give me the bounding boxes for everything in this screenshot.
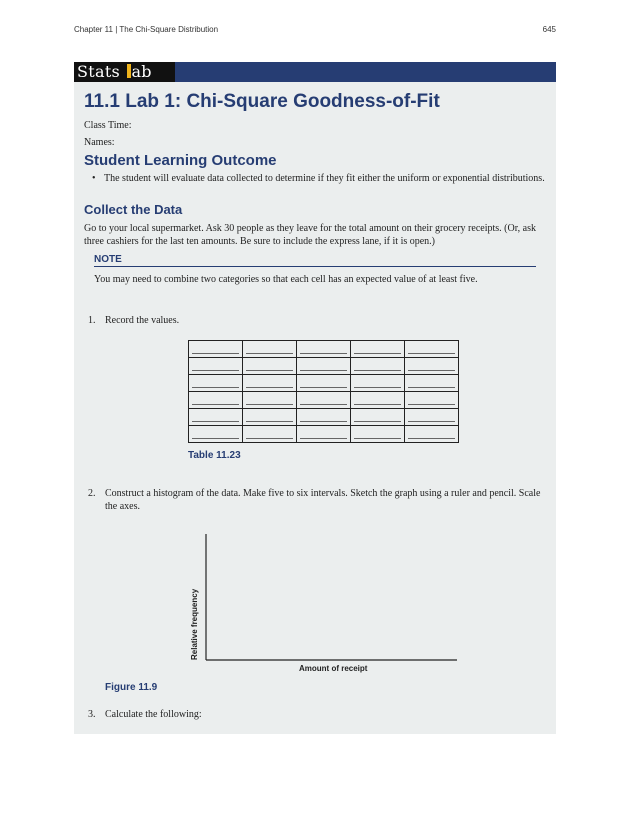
table-cell[interactable] bbox=[243, 375, 297, 392]
step-1 bbox=[88, 314, 179, 327]
histogram-axes bbox=[185, 530, 465, 665]
class-time-label: Class Time: bbox=[84, 120, 132, 131]
step-2 bbox=[88, 487, 550, 512]
table-cell[interactable] bbox=[189, 392, 243, 409]
step-number: 1. bbox=[88, 315, 96, 326]
table-row bbox=[189, 409, 459, 426]
step-text: Record the values. bbox=[105, 315, 180, 326]
table-row bbox=[189, 358, 459, 375]
table-cell[interactable] bbox=[189, 409, 243, 426]
collect-heading: Collect the Data bbox=[84, 202, 183, 217]
table-cell[interactable] bbox=[405, 409, 459, 426]
table-cell[interactable] bbox=[351, 358, 405, 375]
step-text: Calculate the following: bbox=[105, 709, 202, 720]
table-cell[interactable] bbox=[243, 358, 297, 375]
table-cell[interactable] bbox=[243, 341, 297, 358]
record-values-table bbox=[188, 340, 459, 443]
table-cell[interactable] bbox=[351, 426, 405, 443]
stats-lab-logo bbox=[74, 62, 175, 82]
y-axis-label: Relative frequency bbox=[190, 588, 199, 660]
names-label: Names: bbox=[84, 137, 115, 148]
table-cell[interactable] bbox=[189, 375, 243, 392]
table-cell[interactable] bbox=[351, 409, 405, 426]
table-cell[interactable] bbox=[243, 409, 297, 426]
table-row bbox=[189, 375, 459, 392]
table-cell[interactable] bbox=[189, 341, 243, 358]
note-title: NOTE bbox=[94, 254, 122, 265]
page-number: 645 bbox=[542, 25, 556, 34]
table-cell[interactable] bbox=[351, 341, 405, 358]
step-3 bbox=[88, 708, 202, 721]
table-cell[interactable] bbox=[243, 426, 297, 443]
table-caption: Table 11.23 bbox=[188, 450, 241, 461]
table-cell[interactable] bbox=[297, 358, 351, 375]
table-cell[interactable] bbox=[189, 358, 243, 375]
table-cell[interactable] bbox=[405, 392, 459, 409]
logo-text-stats: Stats bbox=[77, 62, 126, 81]
logo-text-ab: ab bbox=[131, 62, 152, 81]
table-cell[interactable] bbox=[297, 392, 351, 409]
table-row bbox=[189, 426, 459, 443]
outcome-bullet bbox=[92, 173, 545, 184]
bullet-icon: • bbox=[92, 173, 96, 184]
table-cell[interactable] bbox=[189, 426, 243, 443]
outcome-heading: Student Learning Outcome bbox=[84, 152, 277, 169]
table-cell[interactable] bbox=[297, 341, 351, 358]
note-divider bbox=[94, 266, 536, 267]
table-cell[interactable] bbox=[297, 409, 351, 426]
table-cell[interactable] bbox=[351, 375, 405, 392]
note-text: You may need to combine two categories so that each cell has an expected value of at least five. bbox=[94, 274, 478, 285]
lab-title: 11.1 Lab 1: Chi-Square Goodness-of-Fit bbox=[84, 91, 440, 112]
table-cell[interactable] bbox=[351, 392, 405, 409]
table-cell[interactable] bbox=[297, 426, 351, 443]
figure-caption: Figure 11.9 bbox=[105, 682, 158, 693]
step-number: 3. bbox=[88, 709, 96, 720]
step-text: Construct a histogram of the data. Make five to six intervals. Sketch the graph using a ruler and pencil. Scale the axes. bbox=[105, 488, 541, 512]
step-number: 2. bbox=[88, 488, 96, 499]
collect-paragraph: Go to your local supermarket. Ask 30 people as they leave for the total amount on their grocery receipts. (Or, ask three cashiers for the last ten amounts. Be sure to include the express lane, if it is open.) bbox=[84, 223, 536, 247]
outcome-bullet-text: The student will evaluate data collected to determine if they fit either the uniform or exponential distributions. bbox=[104, 173, 545, 184]
table-row bbox=[189, 341, 459, 358]
table-cell[interactable] bbox=[405, 426, 459, 443]
table-cell[interactable] bbox=[297, 375, 351, 392]
table-row bbox=[189, 392, 459, 409]
table-cell[interactable] bbox=[405, 358, 459, 375]
table-cell[interactable] bbox=[243, 392, 297, 409]
table-cell[interactable] bbox=[405, 341, 459, 358]
running-header-chapter: Chapter 11 | The Chi-Square Distribution bbox=[74, 25, 219, 34]
table-cell[interactable] bbox=[405, 375, 459, 392]
x-axis-label: Amount of receipt bbox=[299, 664, 368, 673]
